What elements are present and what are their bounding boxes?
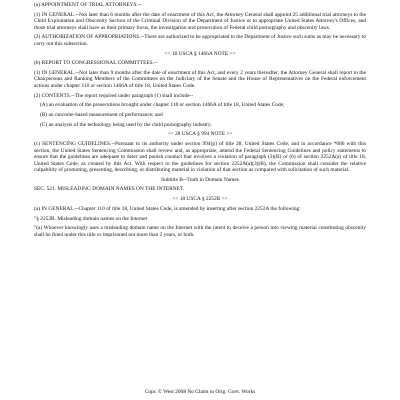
contents-a: (A) an evaluation of the prosecutions brought under chapter 110 or section 1466A of title 18, United States Code; <box>40 102 285 109</box>
sec-2252b-title: "§ 2252B. Misleading domain names on the Internet <box>34 215 147 222</box>
report-heading: (b) REPORT TO CONGRESSIONAL COMMITTEES.-- <box>34 60 158 67</box>
appropriations: (2) AUTHORIZATION OF APPROPRIATIONS.--There are authorized to be appropriated to the Department of Justice such sums as may be necessary to carry out this subsection. <box>34 34 366 47</box>
domain-general: (a) IN GENERAL.--Chapter 110 of title 18, United States Code, is amended by inserting after section 2252A the following: <box>34 205 301 212</box>
appointment-heading: (a) APPOINTMENT OF TRIAL ATTORNEYS.-- <box>34 2 142 8</box>
contents-c: (C) an analysis of the technology being used by the child pornography industry. <box>40 121 212 128</box>
report-general: (1) IN GENERAL.--Not later than 9 months after the date of enactment of this Act, and every 2 years thereafter, the Attorney General shall report to the Chairpersons and Ranking Members of the Committees on the Judiciary of the Senate and the House of Representatives on the Federal enforcement actions under chapter 110 or section 1466A of title 18, United States Code. <box>34 69 366 89</box>
sec-521: SEC. 521. MISLEADING DOMAIN NAMES ON THE INTERNET. <box>34 186 185 193</box>
note-2252b: << 18 USCA § 2252B >> <box>172 196 228 203</box>
note-1466a: << 18 USCA § 1466A NOTE >> <box>164 50 236 57</box>
document-body <box>34 2 366 238</box>
note-994: << 28 USCA § 994 NOTE >> <box>167 131 233 138</box>
appointment-general: (1) IN GENERAL.--Not later than 6 months after the date of enactment of this Act, the Attorney General shall appoint 25 additional trial attorneys to the Child Exploitation and Obscenity Section of the Criminal Division of the Department of Justice or to appropriate United States Attorney's Offices, and those trial attorneys shall have as their primary focus, the investigation and prosecution of Federal child pornography and obscenity laws. <box>34 11 366 31</box>
sec-2252b-a: "(a) Whoever knowingly uses a misleading domain name on the Internet with the intent to deceive a person into viewing material constituting obscenity shall be fined under this title or imprisoned not more than 2 years, or both. <box>34 225 366 238</box>
page-footer: Copr. © West 2008 No Claim to Orig. Govt. Works <box>144 389 256 395</box>
contents: (2) CONTENTS.--The report required under paragraph (1) shall include-- <box>34 92 194 99</box>
sentencing: (c) SENTENCING GUIDELINES.--Pursuant to its authority under section 994(p) of title 28, United States Code, and in accordance *686 with this section, the United States Sentencing Commission shall review and, as appropriate, amend the Federal Sentencing Guidelines and policy statements to ensure that the guidelines are adequate to deter and punish conduct that involves a violation of paragraph (3)(B) or (6) of section 2252A(a) of title 18, United States Code, as created by this Act. With respect to the guidelines for section 2252A(a)(3)(B), the Commission shall consider the relative culpability of promoting, presenting, describing, or distributing material in violation of that section as compared with solicitation of such material. <box>34 141 366 174</box>
contents-b: (B) an outcome-based measurement of performance; and <box>40 112 163 118</box>
subtitle: Subtitle B--Truth in Domain Names <box>161 176 239 183</box>
